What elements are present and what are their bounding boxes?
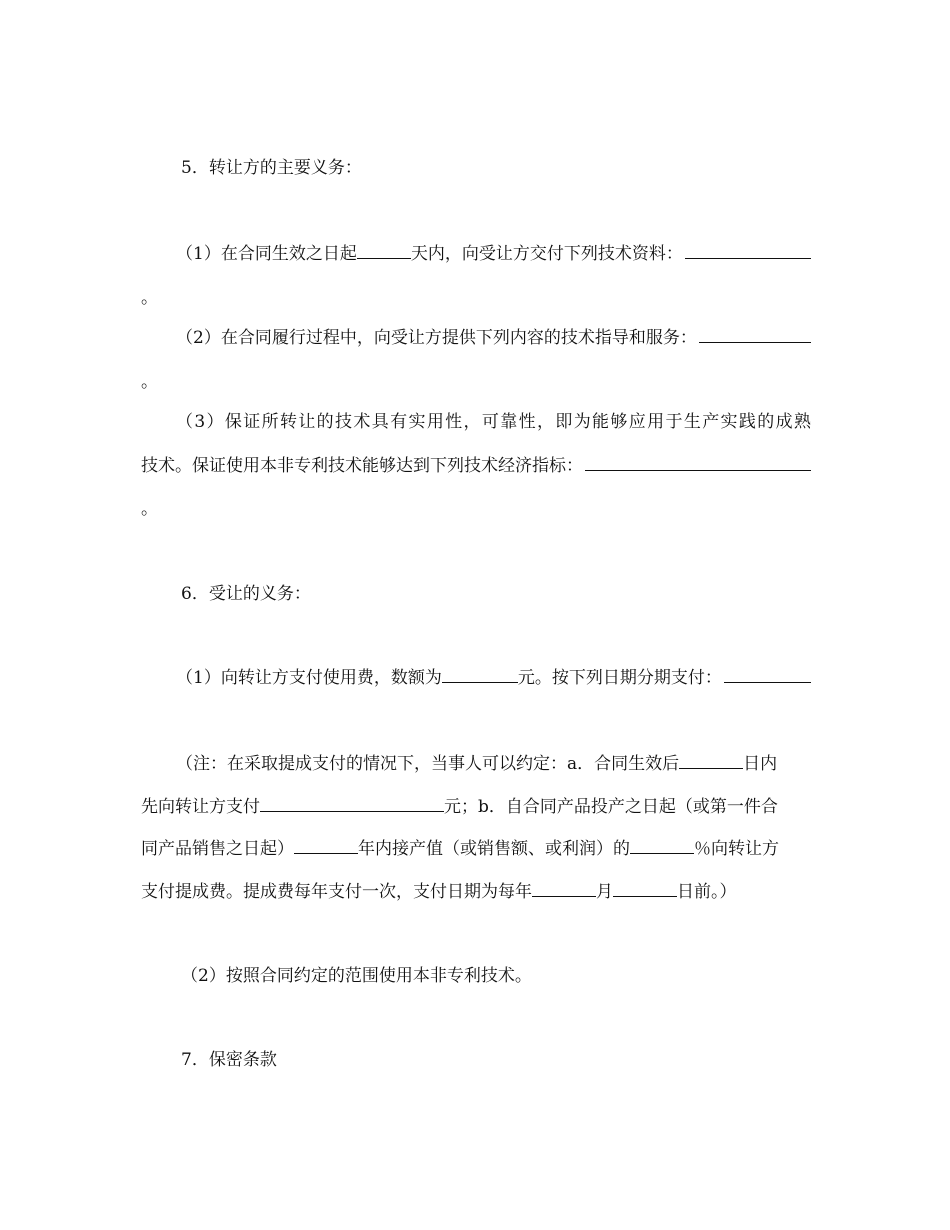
section-5-item-1-end: 。	[141, 288, 158, 308]
section-5-item-1-text-b: 天内，向受让方交付下列技术资料：	[410, 244, 683, 264]
section-5-item-2-end: 。	[141, 372, 158, 392]
section-5-item-2-text: （2）在合同履行过程中，向受让方提供下列内容的技术指导和服务：	[176, 328, 697, 348]
note-day-blank[interactable]	[613, 880, 677, 897]
note-years-blank[interactable]	[294, 837, 358, 854]
section-6-item-1-text-b: 元。按下列日期分期支付：	[517, 668, 722, 688]
section-6-item-1	[176, 666, 811, 690]
days-blank[interactable]	[357, 242, 411, 259]
payment-dates-blank[interactable]	[724, 666, 811, 683]
section-5-item-1-text-a: （1）在合同生效之日起	[176, 244, 357, 264]
section-5-item-3-line-2	[141, 454, 811, 478]
section-5-item-1	[176, 242, 811, 266]
note-line-1	[176, 752, 811, 776]
note-percent-blank[interactable]	[630, 837, 694, 854]
note-prepay-amount-blank[interactable]	[260, 795, 444, 812]
section-5-title: 5．转让方的主要义务：	[181, 158, 362, 178]
section-6-title: 6．受让的义务：	[181, 584, 311, 604]
section-6-item-2: （2）按照合同约定的范围使用本非专利技术。	[181, 966, 532, 986]
note-line-2-text-b: 元；b．自合同产品投产之日起（或第一件合	[444, 797, 778, 817]
note-line-3-text-b: 年内接产值（或销售额、或利润）的	[358, 839, 630, 859]
note-line-3-text-a: 同产品销售之日起）	[141, 839, 294, 859]
note-line-4-text-a: 支付提成费。提成费每年支付一次，支付日期为每年	[141, 882, 532, 902]
note-line-1-text-a: （注：在采取提成支付的情况下，当事人可以约定：a．合同生效后	[176, 754, 680, 774]
fee-amount-blank[interactable]	[442, 666, 518, 683]
note-line-2-text-a: 先向转让方支付	[141, 797, 260, 817]
note-line-4-text-c: 日前。）	[677, 882, 737, 902]
note-line-2	[141, 795, 811, 819]
note-line-3	[141, 837, 811, 861]
section-7-title: 7．保密条款	[181, 1050, 277, 1070]
section-5-item-3-line-1: （3）保证所转让的技术具有实用性，可靠性，即为能够应用于生产实践的成熟	[176, 412, 811, 432]
tech-materials-blank[interactable]	[685, 242, 811, 259]
note-month-blank[interactable]	[532, 880, 596, 897]
economic-indicators-blank[interactable]	[585, 454, 811, 471]
note-line-3-text-c: ％向转让方	[694, 839, 779, 859]
section-5-item-3-end: 。	[141, 499, 158, 519]
section-5-item-3-text: 技术。保证使用本非专利技术能够达到下列技术经济指标：	[141, 456, 583, 476]
note-line-4-text-b: 月	[596, 882, 613, 902]
section-5-item-2	[176, 326, 811, 350]
guidance-content-blank[interactable]	[699, 326, 811, 343]
section-6-item-1-text-a: （1）向转让方支付使用费，数额为	[176, 668, 442, 688]
note-days-blank[interactable]	[679, 752, 743, 769]
note-line-4	[141, 880, 811, 904]
note-line-1-text-b: 日内	[743, 754, 778, 774]
